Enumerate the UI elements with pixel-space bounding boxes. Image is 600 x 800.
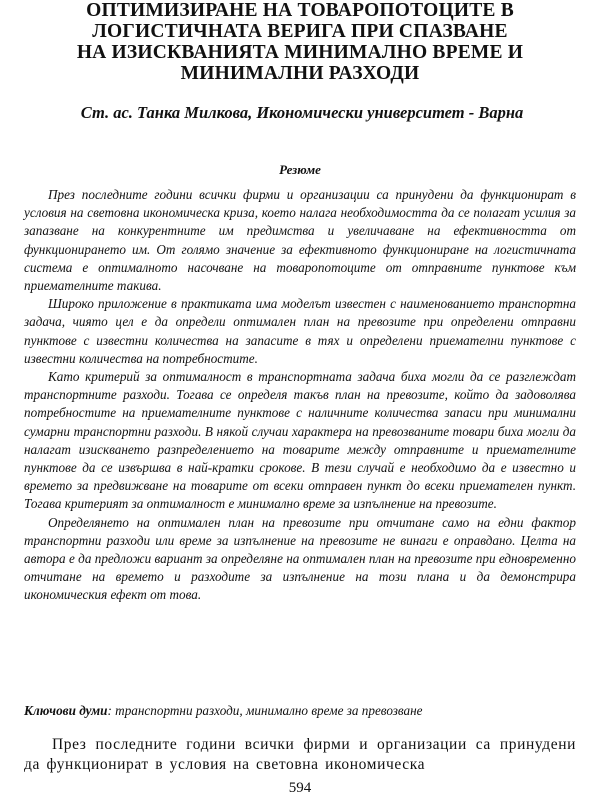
abstract-paragraph: Определянето на оптимален план на превозите при отчитане само на едни фактор транспортни разходи или време за изпълнение на превозите не винаги е оправдано. Целта на автора е да предложи вариант за определяне на оптимален план на превозите при едновременно отчитане на времето и разходите за изпълнение на този плана и да демонстрира икономическия ефект от това. [24,514,576,603]
abstract-paragraph: Широко приложение в практиката има моделът известен с наименованието транспортна задача, чиято цел е да определи оптимален план на превозите при определени отправни пунктове с известни количества на запасите в тях и определени приемателни пунктове с известни количества на потребностите. [24,296,576,366]
abstract-heading: Резюме [279,162,321,177]
paper-title [30,0,570,84]
abstract-paragraph: Като критерий за оптималност в транспортната задача биха могли да се разглеждат транспортните разходи. Тогава се определя такъв план на превозите, който да задоволява потребностите на приемателните пунктове с наличните количества запаси при минимални сумарни транспортни разходи. В някой случаи характера на превозваните товари биха могли да налагат изискването разпределението на товарите между отправните и приемателните пунктове да се извършва в най-кратки срокове. В тези случай е необходимо да е известно и времето за предвижване на товарите от всеки отправен пункт до всеки приемателен пункт. Тогава критерият за оптималност е минимално време за изпълнение на превозите. [24,369,576,512]
abstract-paragraph: През последните години всички фирми и организации са принудени да функционират в условия на световна икономическа криза, което налага необходимостта да се полагат усилия за запазване на конкурентните им предимства и увеличаване на ефективността от функционирането им. От голямо значение за ефективното функциониране на логистичната система е оптималното насочване на товаропотоците от отправните пунктове към приемателните такива. [24,187,576,294]
body-paragraph: През последните години всички фирми и организации са принудени да функционират в условия на световна икономическа [24,736,576,773]
page-number: 594 [288,780,312,796]
abstract-body [24,186,576,605]
title-line: МИНИМАЛНИ РАЗХОДИ [180,63,420,84]
keywords-text: транспортни разходи, минимално време за превозване [111,703,423,718]
keywords-line [24,702,576,720]
keywords-separator: : [107,703,112,718]
title-line: НА ИЗИСКВАНИЯТА МИНИМАЛНО ВРЕМЕ И [76,42,524,63]
title-line: ЛОГИСТИЧНАТА ВЕРИГА ПРИ СПАЗВАНЕ [92,21,508,42]
author-line: Ст. ас. Танка Милкова, Икономически университет - Варна [80,103,524,122]
title-line: ОПТИМИЗИРАНЕ НА ТОВАРОПОТОЦИТЕ В [86,0,514,21]
keywords-label: Ключови думи [24,703,108,718]
